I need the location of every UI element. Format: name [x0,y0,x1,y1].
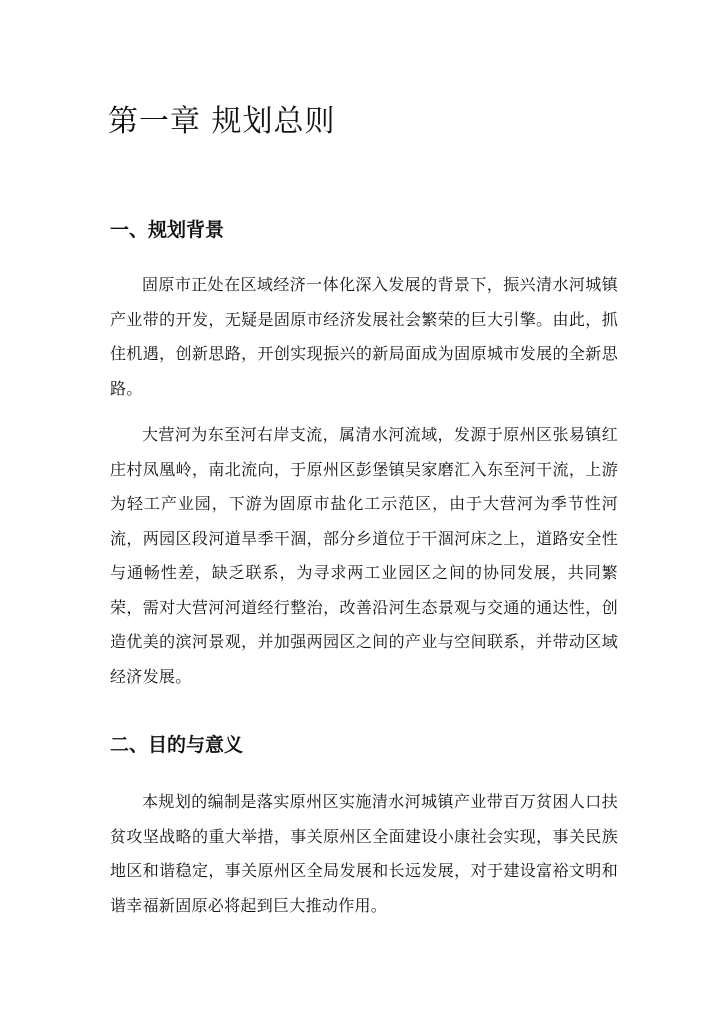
section-heading-background: 一、规划背景 [110,219,225,241]
paragraph-background-1: 固原市正处在区域经济一体化深入发展的背景下，振兴清水河城镇产业带的开发，无疑是固原市经济发展社会繁荣的巨大引擎。由此，抓住机遇，创新思路，开创实现振兴的新局面成为固原城市发展的全新思路。 [110,275,618,398]
paragraph-purpose-1: 本规划的编制是落实原州区实施清水河城镇产业带百万贫困人口扶贫攻坚战略的重大举措，事关原州区全面建设小康社会实现，事关民族地区和谐稳定，事关原州区全局发展和长远发展，对于建设富裕文明和谐幸福新固原必将起到巨大推动作用。 [110,792,618,915]
section-heading-purpose: 二、目的与意义 [110,734,244,756]
chapter-title: 第一章 规划总则 [108,104,336,139]
paragraph-background-2: 大营河为东至河右岸支流，属清水河流域，发源于原州区张易镇红庄村凤凰岭，南北流向，于原州区彭堡镇吴家磨汇入东至河干流，上游为轻工产业园，下游为固原市盐化工示范区，由于大营河为季节性河流，两园区段河道旱季干涸，部分乡道位于干涸河床之上，道路安全性与通畅性差，缺乏联系，为寻求两工业园区之间的协同发展，共同繁荣，需对大营河河道经行整治，改善沿河生态景观与交通的通达性，创造优美的滨河景观，并加强两园区之间的产业与空间联系，并带动区域经济发展。 [110,425,618,686]
